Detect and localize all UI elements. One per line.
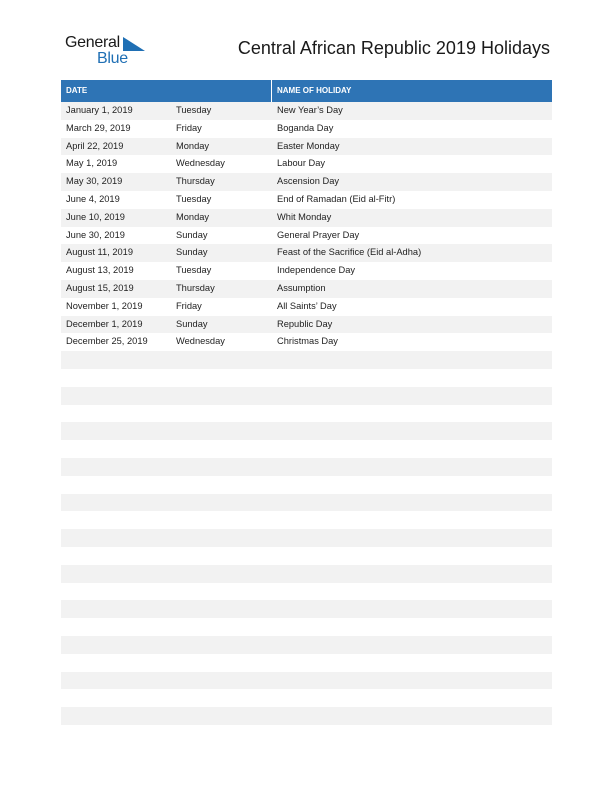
holiday-name: New Year’s Day xyxy=(277,105,343,115)
table-row xyxy=(61,583,552,601)
holiday-name: Independence Day xyxy=(277,265,356,276)
table-row xyxy=(61,298,552,316)
column-header-date: DATE xyxy=(66,86,88,95)
holiday-date: June 30, 2019 xyxy=(66,229,125,240)
table-row xyxy=(61,227,552,245)
holiday-date: January 1, 2019 xyxy=(66,105,133,115)
column-header-holiday-name: NAME OF HOLIDAY xyxy=(277,86,352,95)
table-row xyxy=(61,529,552,547)
generalblue-logo xyxy=(65,34,155,68)
holiday-name: End of Ramadan (Eid al-Fitr) xyxy=(277,193,396,204)
table-row xyxy=(61,405,552,423)
holiday-name: All Saints’ Day xyxy=(277,300,337,311)
holiday-weekday: Monday xyxy=(176,211,210,222)
holiday-date: August 11, 2019 xyxy=(66,247,134,258)
holiday-weekday: Sunday xyxy=(176,247,208,258)
holiday-weekday: Friday xyxy=(176,300,202,311)
table-row xyxy=(61,280,552,298)
table-row xyxy=(61,244,552,262)
holiday-date: May 1, 2019 xyxy=(66,158,118,169)
holiday-date: June 10, 2019 xyxy=(66,211,125,222)
holiday-date: March 29, 2019 xyxy=(66,122,131,133)
holiday-date: June 4, 2019 xyxy=(66,193,120,204)
holiday-name: Feast of the Sacrifice (Eid al-Adha) xyxy=(277,247,422,258)
table-row xyxy=(61,120,552,138)
holiday-date: August 13, 2019 xyxy=(66,265,134,276)
table-row xyxy=(61,316,552,334)
table-row xyxy=(61,565,552,583)
holiday-weekday: Thursday xyxy=(176,282,215,293)
table-row xyxy=(61,672,552,690)
holiday-name: Whit Monday xyxy=(277,211,332,222)
table-row xyxy=(61,191,552,209)
holiday-weekday: Wednesday xyxy=(176,336,225,347)
holiday-name: Assumption xyxy=(277,282,326,293)
table-row xyxy=(61,209,552,227)
table-row xyxy=(61,138,552,156)
table-row xyxy=(61,262,552,280)
holiday-name: Christmas Day xyxy=(277,336,338,347)
table-row xyxy=(61,476,552,494)
holiday-weekday: Tuesday xyxy=(176,105,212,115)
holiday-name: General Prayer Day xyxy=(277,229,360,240)
holiday-weekday: Sunday xyxy=(176,229,208,240)
table-row xyxy=(61,333,552,351)
table-row xyxy=(61,494,552,512)
table-row xyxy=(61,618,552,636)
table-row xyxy=(61,689,552,707)
table-row xyxy=(61,387,552,405)
logo-text-blue: Blue xyxy=(97,50,128,67)
holiday-name: Republic Day xyxy=(277,318,333,329)
holiday-name: Labour Day xyxy=(277,158,326,169)
holiday-date: August 15, 2019 xyxy=(66,282,134,293)
holiday-date: December 25, 2019 xyxy=(66,336,148,347)
holiday-date: December 1, 2019 xyxy=(66,318,143,329)
holiday-weekday: Thursday xyxy=(176,176,215,187)
page-title: Central African Republic 2019 Holidays xyxy=(237,38,550,58)
logo-text-general: General xyxy=(65,34,120,51)
table-row xyxy=(61,636,552,654)
holiday-name: Easter Monday xyxy=(277,140,340,151)
table-row xyxy=(61,511,552,529)
holiday-date: November 1, 2019 xyxy=(66,300,143,311)
table-row xyxy=(61,422,552,440)
holiday-name: Boganda Day xyxy=(277,122,334,133)
table-row xyxy=(61,600,552,618)
holiday-date: April 22, 2019 xyxy=(66,140,124,151)
holiday-weekday: Tuesday xyxy=(176,265,212,276)
table-row xyxy=(61,155,552,173)
table-row xyxy=(61,440,552,458)
blue-triangle-icon xyxy=(123,37,145,51)
holiday-weekday: Monday xyxy=(176,140,210,151)
table-row xyxy=(61,351,552,369)
table-row xyxy=(61,369,552,387)
table-row xyxy=(61,707,552,725)
column-divider xyxy=(271,80,272,102)
holiday-weekday: Wednesday xyxy=(176,158,225,169)
holiday-weekday: Tuesday xyxy=(176,193,212,204)
holiday-date: May 30, 2019 xyxy=(66,176,123,187)
table-row xyxy=(61,458,552,476)
holiday-weekday: Friday xyxy=(176,122,202,133)
holiday-table-body xyxy=(61,102,552,725)
holiday-name: Ascension Day xyxy=(277,176,340,187)
table-header xyxy=(61,80,552,102)
table-row xyxy=(61,654,552,672)
table-row xyxy=(61,173,552,191)
holiday-weekday: Sunday xyxy=(176,318,208,329)
table-row xyxy=(61,547,552,565)
table-row xyxy=(61,102,552,120)
